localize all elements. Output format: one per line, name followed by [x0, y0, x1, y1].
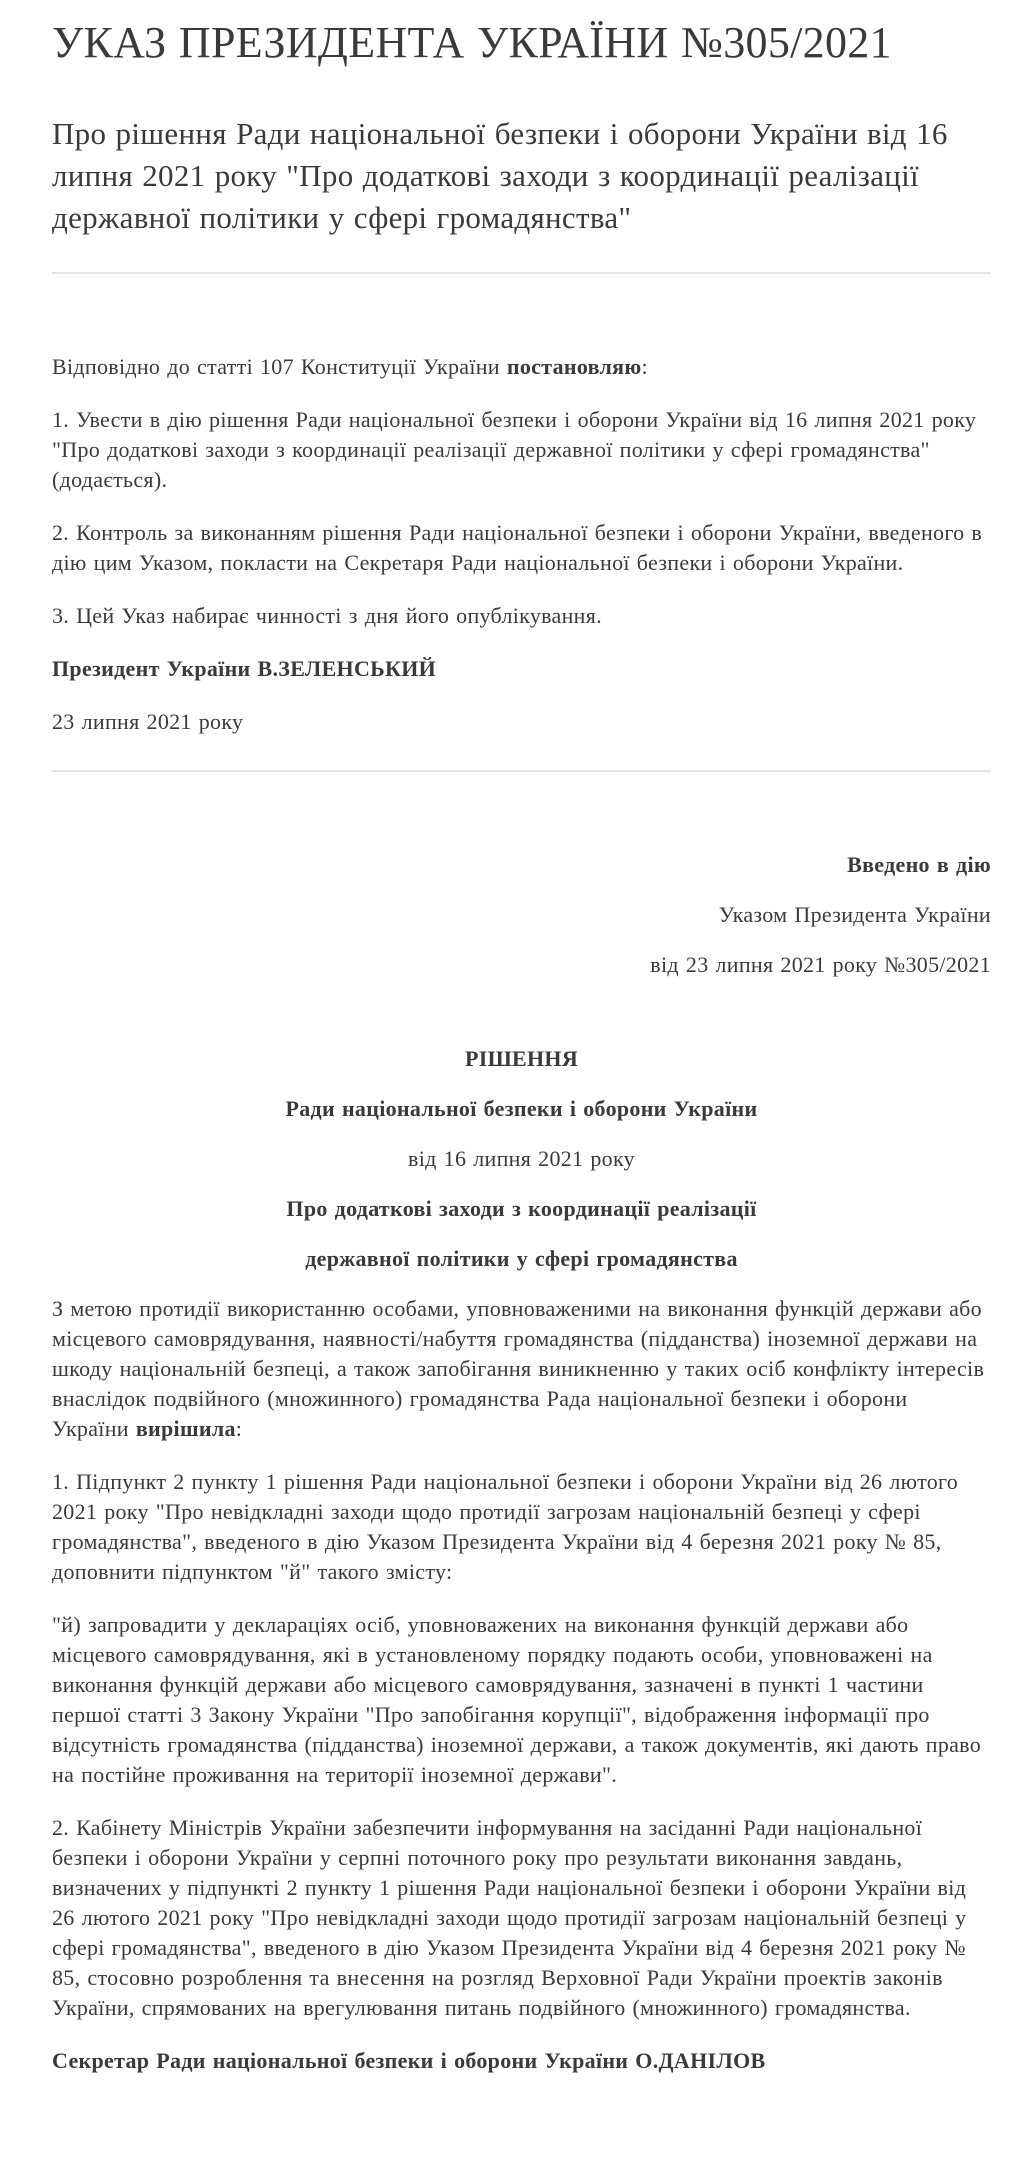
- decree-intro-keyword: постановляю: [506, 354, 642, 380]
- decision-heading-date: від 16 липня 2021 року: [408, 1146, 635, 1172]
- decree-intro-text: Відповідно до статті 107 Конституції України: [52, 354, 507, 380]
- decision-preamble-keyword: вирішила: [135, 1416, 236, 1442]
- decision-paragraph-3: 2. Кабінету Міністрів України забезпечити інформування на засіданні Ради національної безпеки і оборони України у серпні поточного року про результати виконання завдань, визначених у підпункті 2 пункту 1 рішення Ради національної безпеки і оборони України від 26 лютого 2021 року "Про невідкладні заходи щодо протидії загрозам національній безпеці у сфері громадянства", введеного в дію Указом Президента України від 4 березня 2021 року № 85, стосовно розроблення та внесення на розгляд Верховної Ради України проектів законів України, спрямованих на врегулювання питань подвійного (множинного) громадянства.: [52, 1815, 967, 2021]
- decree-paragraph-1: 1. Увести в дію рішення Ради національної безпеки і оборони України від 16 липня 2021 року "Про додаткові заходи з координації реалізації державної політики у сфері громадянства" (додається).: [52, 407, 977, 493]
- decision-heading-title-line1: Про додаткові заходи з координації реалізації: [286, 1196, 757, 1222]
- decision-preamble-text: З метою протидії використанню особами, уповноваженими на виконання функцій держави або місцевого самоврядування, наявності/набуття громадянства (підданства) іноземної держави на шкоду національній безпеці, а також запобігання виникненню у таких осіб конфлікту інтересів внаслідок подвійного (множинного) громадянства Рада національної безпеки і оборони України: [52, 1296, 985, 1442]
- secretary-signature: Секретар Ради національної безпеки і оборони України О.ДАНІЛОВ: [52, 2048, 766, 2074]
- decree-paragraph-3: 3. Цей Указ набирає чинності з дня його опублікування.: [52, 603, 602, 629]
- section-divider-top: [52, 272, 991, 274]
- decree-intro-colon: :: [641, 354, 648, 380]
- decree-subtitle: Про рішення Ради національної безпеки і оборони України від 16 липня 2021 року "Про додаткові заходи з координації реалізації державної політики у сфері громадянства": [52, 116, 948, 236]
- decree-intro: [52, 352, 991, 382]
- page-title: УКАЗ ПРЕЗИДЕНТА УКРАЇНИ №305/2021: [52, 18, 892, 67]
- decree-date: 23 липня 2021 року: [52, 709, 244, 735]
- enactment-date-number: від 23 липня 2021 року №305/2021: [650, 952, 991, 978]
- decision-preamble-colon: :: [235, 1416, 243, 1442]
- enactment-status: Введено в дію: [847, 852, 991, 878]
- decision-paragraph-2: "й) запровадити у деклараціях осіб, уповноважених на виконання функцій держави або місцевого самоврядування, які в установленому порядку подають особи, уповноважені на виконання функцій держави або місцевого самоврядування, зазначені в пункті 1 частини першої статті 3 Закону України "Про запобігання корупції", відображення інформації про відсутність громадянства (підданства) іноземної держави, а також документів, які дають право на постійне проживання на території іноземної держави".: [52, 1612, 982, 1788]
- decision-heading-type: РІШЕННЯ: [464, 1046, 579, 1072]
- president-signature: Президент України В.ЗЕЛЕНСЬКИЙ: [52, 656, 437, 682]
- enactment-by: Указом Президента України: [718, 902, 991, 928]
- section-divider-middle: [52, 770, 991, 772]
- decision-preamble: [52, 1294, 991, 1444]
- decision-heading-body: Ради національної безпеки і оборони України: [285, 1096, 758, 1122]
- decision-paragraph-1: 1. Підпункт 2 пункту 1 рішення Ради національної безпеки і оборони України від 26 лютого 2021 року "Про невідкладні заходи щодо протидії загрозам національній безпеці у сфері громадянства", введеного в дію Указом Президента України від 4 березня 2021 року № 85, доповнити підпунктом "й" такого змісту:: [52, 1469, 959, 1585]
- decree-paragraph-2: 2. Контроль за виконанням рішення Ради національної безпеки і оборони України, введеного в дію цим Указом, покласти на Секретаря Ради національної безпеки і оборони України.: [52, 520, 983, 576]
- decision-heading-title-line2: державної політики у сфері громадянства: [305, 1246, 738, 1272]
